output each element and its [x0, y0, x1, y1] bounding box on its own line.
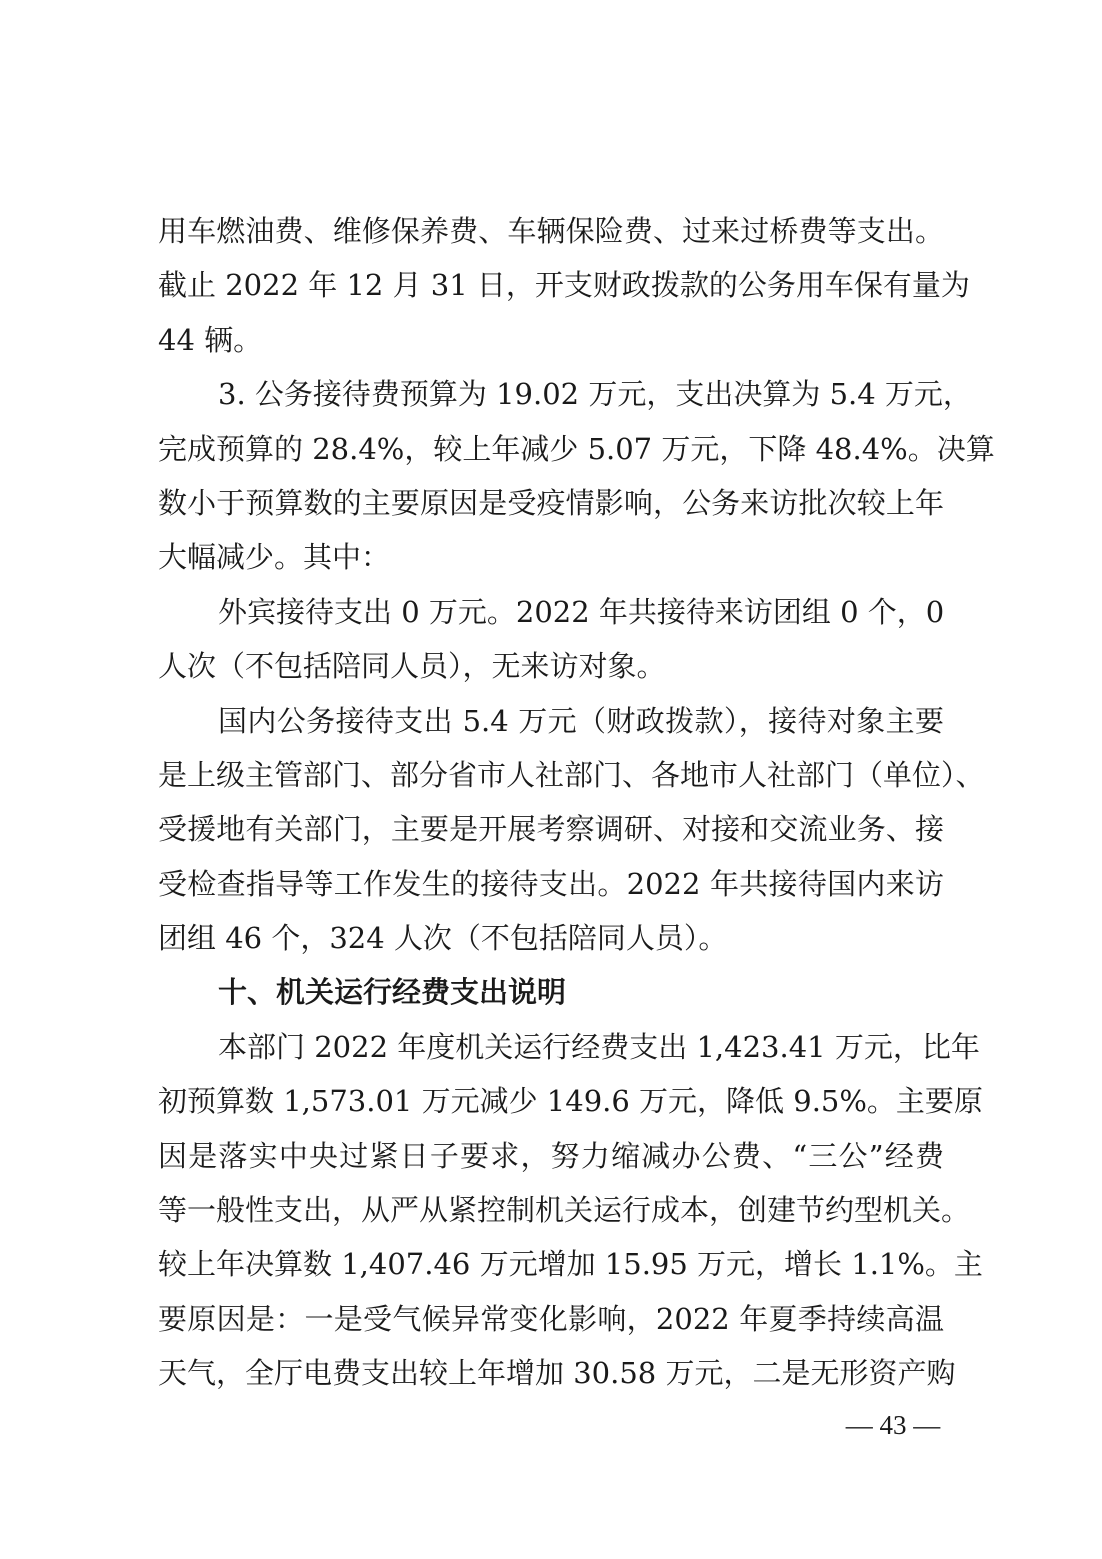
text-line: 数小于预算数的主要原因是受疫情影响，公务来访批次较上年	[158, 485, 944, 520]
text-line: 初预算数 1,573.01 万元减少 149.6 万元，降低 9.5%。主要原	[158, 1084, 983, 1119]
text-line: 要原因是：一是受气候异常变化影响，2022 年夏季持续高温	[158, 1301, 944, 1336]
text-line: 国内公务接待支出 5.4 万元（财政拨款），接待对象主要	[218, 703, 944, 738]
page-number: — 43 —	[845, 1410, 941, 1440]
text-line: 人次（不包括陪同人员），无来访对象。	[158, 649, 666, 684]
document-body	[158, 204, 995, 1401]
text-line: 因是落实中央过紧日子要求，努力缩减办公费、“三公”经费	[158, 1138, 944, 1173]
text-line: 受检查指导等工作发生的接待支出。2022 年共接待国内来访	[158, 866, 944, 901]
text-line: 较上年决算数 1,407.46 万元增加 15.95 万元，增长 1.1%。主	[158, 1247, 983, 1282]
text-line: 截止 2022 年 12 月 31 日，开支财政拨款的公务用车保有量为	[158, 268, 970, 303]
text-line: 44 辆。	[158, 322, 263, 357]
text-line: 完成预算的 28.4%，较上年减少 5.07 万元，下降 48.4%。决算	[158, 431, 995, 466]
text-line: 等一般性支出，从严从紧控制机关运行成本，创建节约型机关。	[158, 1193, 971, 1228]
text-line: 本部门 2022 年度机关运行经费支出 1,423.41 万元，比年	[218, 1029, 980, 1064]
text-line: 外宾接待支出 0 万元。2022 年共接待来访团组 0 个，0	[218, 594, 945, 629]
text-line: 天气，全厅电费支出较上年增加 30.58 万元，二是无形资产购	[158, 1356, 956, 1391]
text-line: 受援地有关部门，主要是开展考察调研、对接和交流业务、接	[158, 812, 944, 847]
section-heading: 十、机关运行经费支出说明	[218, 975, 567, 1010]
text-line: 大幅减少。其中：	[158, 540, 391, 575]
text-line: 用车燃油费、维修保养费、车辆保险费、过来过桥费等支出。	[158, 214, 944, 248]
text-line: 是上级主管部门、部分省市人社部门、各地市人社部门（单位）、	[158, 757, 985, 792]
text-line: 3. 公务接待费预算为 19.02 万元，支出决算为 5.4 万元，	[218, 377, 972, 412]
text-line: 团组 46 个，324 人次（不包括陪同人员）。	[158, 921, 728, 956]
